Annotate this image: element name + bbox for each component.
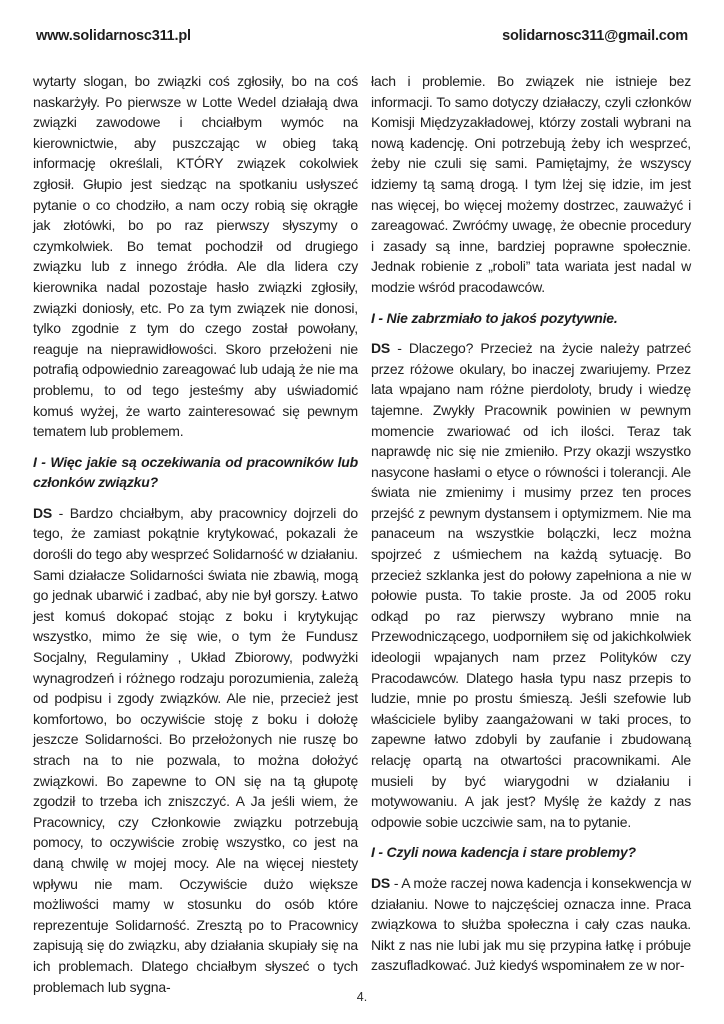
speaker-label: DS (371, 340, 391, 357)
answer-paragraph (371, 873, 691, 976)
site-url: www.solidarnosc311.pl (36, 28, 191, 44)
answer-text: - Dlaczego? Przecież na życie należy patrzeć przez różowe okulary, bo inaczej zwariujemy. Przez lata wpajano nam różne pierdoloty, brudy i wiedzę tajemne. Zwykły Pracownik powinien w pewnym momencie zwariować od ich ilości. Teraz tak naprawdę nic się nie zmieniło. Przy okazji wszystko nasycone hasłami o etyce o równości i tolerancji. Ale świata nie zmienimy i musimy przez ten proces przejść z pewnym dystansem i optymizmem. Nie ma panaceum na wszystkie bolączki, lecz można spojrzeć z uśmiechem na każdą sytuację. Bo przecież szklanka jest do połowy zapełniona a nie w połowie pusta. To takie proste. Ja od 2005 roku odkąd po raz pierwszy wybrano mnie na Przewodniczącego, uodporniłem się od jakichkolwiek ideologii wpajanych nam przez Polityków czy Pracodawców. Dlatego hasła typu nasz przepis to ludzie, mnie po prostu śmieszą. Jeśli szefowie lub właściciele byliby zaangażowani w taki proces, to zapewne łatwo zdobyli by zaufanie i zbudowaną relację opartą na otwartości pracownikami. Ale musieli by być wiarygodni w działaniu i motywowaniu. A jak jest? Myślę że każdy z nas odpowie sobie uczciwie sam, na to pytanie. (371, 340, 691, 830)
answer-text: - A może raczej nowa kadencja i konsekwencja w działaniu. Nowe to najczęściej oznacza inne. Praca związkowa to służba społeczna i cały czas nauka. Nikt z nas nie lubi jak mu się przypina łatkę i próbuje zaszufladkować. Już kiedyś wspominałem ze w nor- (371, 874, 691, 974)
paragraph: łach i problemie. Bo związek nie istnieje bez informacji. To samo dotyczy działaczy, czyli członków Komisji Międzyzakładowej, którzy zostali wybrani na nową kadencję. Oni potrzebują żeby ich wesprzeć, żeby nie czuli się sami. Pamiętajmy, że wszyscy idziemy tą samą drogą. I tym lżej się idzie, im jest nas więcej, bo więcej możemy dostrzec, zauważyć i zareagować. Zwróćmy uwagę, że obecnie procedury i zasady są inne, bardziej poprawne społecznie. Jednak robienie z „roboli” tata wariata jest nadal w modzie wśród pracodawców. (371, 73, 691, 295)
question-heading: I - Więc jakie są oczekiwania od pracowników lub członków związku? (33, 453, 358, 491)
speaker-label: DS (33, 504, 53, 521)
answer-paragraph (33, 503, 358, 997)
contact-email: solidarnosc311@gmail.com (502, 28, 688, 44)
question-heading: I - Czyli nowa kadencja i stare problemy? (371, 844, 636, 861)
answer-text: - Bardzo chciałbym, aby pracownicy dojrzeli do tego, że zamiast pokątnie krytykować, pokazali że dorośli do tego aby wesprzeć Solidarność w działaniu. Sami działacze Solidarności świata nie zbawią, mogą go jednak ubarwić i zadbać, aby nie był gorszy. Łatwo jest komuś dokopać stojąc z boku i krytykując wszystko, mimo że się wie, o tym że Fundusz Socjalny, Regulaminy , Układ Zbiorowy, podwyżki wynagrodzeń i różnego rodzaju porozumienia, zależą od podpisu i zgody związków. Ale nie, przecież jest komfortowo, bo oczywiście stoję z boku i dołożę jeszcze Solidarności. Bo przełożonych nie ruszę bo strach na to nie pozwala, to można dołożyć związkowi. Bo zapewne to ON się na tą głupotę zgodził to trzeba ich zniszczyć. A Ja jeśli wiem, że Pracownicy, czy Członkowie związku potrzebują pomocy, to oczywiście zrobię wszystko, co jest na daną chwilę w mojej mocy. Ale na więcej niestety wpływu nie mam. Oczywiście dużo większe możliwości mamy w stosunku do osób które reprezentuje Solidarność. Zresztą po to Pracownicy zapisują się do związku, aby działania skupiały się na ich problemach. Dlatego chciałbym słyszeć o tych problemach lub sygna- (33, 504, 358, 995)
speaker-label: DS (371, 874, 391, 891)
article-body (33, 71, 691, 1007)
left-column (33, 71, 358, 1007)
page-header (36, 28, 688, 44)
answer-paragraph (371, 338, 691, 832)
right-column (371, 71, 691, 1007)
paragraph: wytarty slogan, bo związki coś zgłosiły, bo na coś naskarżyły. Po pierwsze w Lotte Wedel działają dwa związki zawodowe i chciałbym wymóc na kierownictwie, aby puszczając w obieg taką informację określali, KTÓRY związek cokolwiek zgłosił. Głupio jest siedząc na spotkaniu usłyszeć pytanie o co chodziło, a nam oczy robią się okrągłe jak złotówki, bo po raz pierwszy słyszymy o czymkolwiek. Bo temat pochodził od drugiego związku lub z innego źródła. Ale dla lidera czy kierownika nadal pozostaje hasło związki zgłosiły, związki doniosły, etc. Po za tym związek nie donosi, tylko zgodnie z tym do czego został powołany, reaguje na nieprawidłowości. Skoro przełożeni nie potrafią odpowiednio zareagować lub udają że nie ma problemu, to od tego jesteśmy aby uświadomić komuś wyżej, że warto zainteresować się pewnym tematem lub problemem. (33, 73, 358, 440)
page-number: 4. (356, 990, 368, 1004)
question-heading: I - Nie zabrzmiało to jakoś pozytywnie. (371, 309, 618, 326)
